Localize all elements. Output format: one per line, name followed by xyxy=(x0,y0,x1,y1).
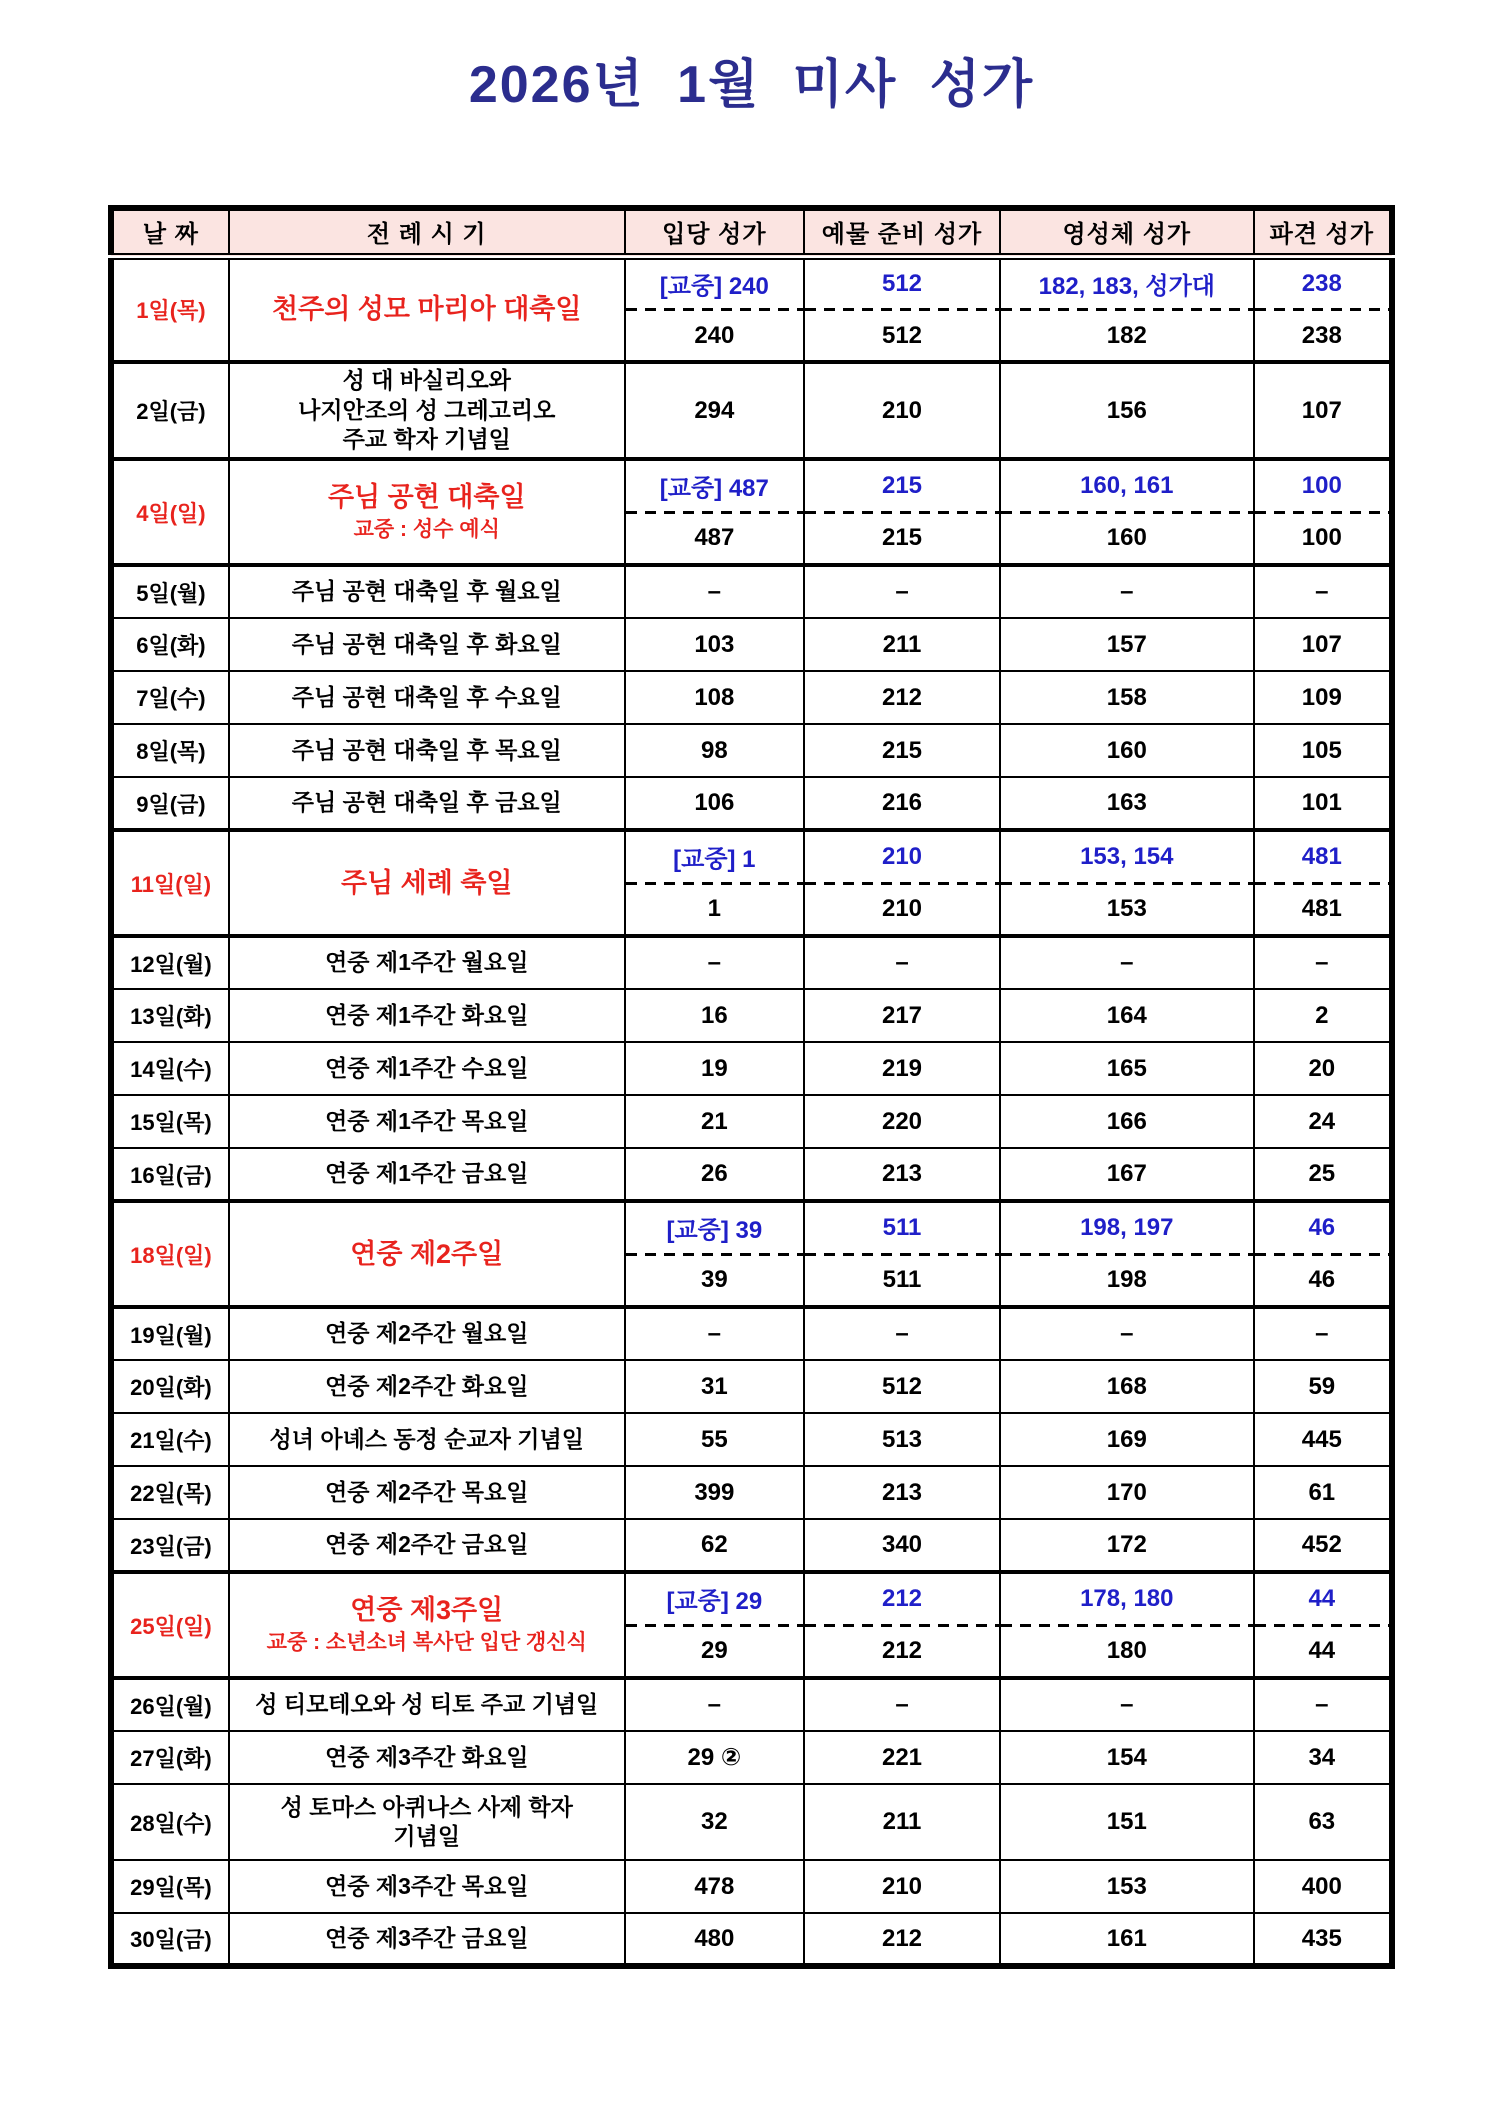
entrance-hymn-cell: – xyxy=(625,1678,804,1731)
liturgy-title: 주님 공현 대축일 후 수요일 xyxy=(291,683,562,710)
communion-hymn-cell: 153 xyxy=(1000,1860,1254,1913)
split-hymn-stack xyxy=(1001,260,1253,361)
hymn-number: 210 xyxy=(881,895,923,923)
table-row xyxy=(111,1148,1392,1201)
congregation-hymn-number: 238 xyxy=(1301,269,1342,297)
offertory-hymn-cell: 221 xyxy=(804,1731,1000,1784)
congregation-hymn-number: 160, 161 xyxy=(1080,471,1174,499)
liturgy-cell xyxy=(229,1148,625,1201)
communion-hymn-cell: 160 xyxy=(1000,724,1254,777)
liturgy-title: 성 티모테오와 성 티토 주교 기념일 xyxy=(255,1691,599,1718)
split-hymn-stack xyxy=(1255,461,1389,563)
offertory-hymn-cell xyxy=(804,256,1000,362)
liturgy-note: 교중 : 소년소녀 복사단 입단 갱신식 xyxy=(266,1630,587,1654)
date-cell: 12일(월) xyxy=(111,936,229,989)
liturgy-cell xyxy=(229,618,625,671)
hymn-number: 212 xyxy=(881,1637,923,1665)
recessional-hymn-cell: 61 xyxy=(1254,1466,1392,1519)
date-cell: 1일(목) xyxy=(111,256,229,362)
congregation-hymn-number: 178, 180 xyxy=(1080,1584,1174,1612)
entrance-hymn-cell: – xyxy=(625,936,804,989)
table-row xyxy=(111,1360,1392,1413)
hymn-number: 198 xyxy=(1106,1266,1147,1294)
liturgy-cell xyxy=(229,1201,625,1307)
date-cell: 19일(월) xyxy=(111,1307,229,1360)
recessional-hymn-cell xyxy=(1254,1572,1392,1678)
date-cell: 16일(금) xyxy=(111,1148,229,1201)
communion-hymn-cell: – xyxy=(1000,1678,1254,1731)
offertory-hymn-cell: – xyxy=(804,565,1000,618)
page-title: 2026년 1월 미사 성가 xyxy=(468,56,1035,114)
table-row xyxy=(111,1678,1392,1731)
table-row xyxy=(111,1860,1392,1913)
col-header-entrance-hymn: 입당 성가 xyxy=(625,208,804,256)
liturgy-cell xyxy=(229,777,625,830)
split-hymn-stack xyxy=(1255,260,1389,361)
liturgy-cell xyxy=(229,565,625,618)
congregation-hymn-number: 481 xyxy=(1301,842,1342,870)
entrance-hymn-cell: 480 xyxy=(625,1913,804,1966)
offertory-hymn-cell: – xyxy=(804,1307,1000,1360)
recessional-hymn-cell: 452 xyxy=(1254,1519,1392,1572)
date-cell: 22일(목) xyxy=(111,1466,229,1519)
date-cell: 5일(월) xyxy=(111,565,229,618)
communion-hymn-cell: 172 xyxy=(1000,1519,1254,1572)
hymn-number: 100 xyxy=(1301,524,1342,552)
table-header xyxy=(111,208,1392,256)
communion-hymn-cell: 151 xyxy=(1000,1784,1254,1860)
communion-hymn-cell xyxy=(1000,256,1254,362)
split-hymn-stack xyxy=(805,1203,999,1305)
recessional-hymn-cell: 20 xyxy=(1254,1042,1392,1095)
hymn-number: 1 xyxy=(707,895,722,923)
entrance-hymn-cell: 399 xyxy=(625,1466,804,1519)
liturgy-cell xyxy=(229,1731,625,1784)
offertory-hymn-cell: 513 xyxy=(804,1413,1000,1466)
hymn-number: 44 xyxy=(1308,1637,1336,1665)
entrance-hymn-cell: 294 xyxy=(625,362,804,459)
hymn-number: 511 xyxy=(882,1266,922,1294)
date-cell: 30일(금) xyxy=(111,1913,229,1966)
table-row xyxy=(111,565,1392,618)
entrance-hymn-cell xyxy=(625,1572,804,1678)
liturgy-cell xyxy=(229,1095,625,1148)
hymn-number: 215 xyxy=(881,524,923,552)
liturgy-title: 주교 학자 기념일 xyxy=(342,426,511,453)
hymn-number: 512 xyxy=(881,321,923,349)
recessional-hymn-cell xyxy=(1254,256,1392,362)
communion-hymn-cell xyxy=(1000,830,1254,936)
congregation-hymn-number: 100 xyxy=(1301,471,1342,499)
split-hymn-stack xyxy=(626,260,803,361)
entrance-hymn-cell: 55 xyxy=(625,1413,804,1466)
liturgy-cell xyxy=(229,1360,625,1413)
congregation-hymn-number: 198, 197 xyxy=(1080,1213,1174,1241)
recessional-hymn-cell: 400 xyxy=(1254,1860,1392,1913)
liturgy-title: 주님 공현 대축일 후 목요일 xyxy=(291,736,562,763)
date-cell: 13일(화) xyxy=(111,989,229,1042)
offertory-hymn-cell: 211 xyxy=(804,1784,1000,1860)
liturgy-title: 연중 제1주간 목요일 xyxy=(325,1107,529,1134)
liturgy-title: 주님 세례 축일 xyxy=(341,867,513,898)
split-hymn-stack xyxy=(1001,1574,1253,1676)
liturgy-title: 나지안조의 성 그레고리오 xyxy=(298,396,556,423)
liturgy-title: 주님 공현 대축일 후 월요일 xyxy=(291,578,562,605)
table-row xyxy=(111,777,1392,830)
liturgy-cell xyxy=(229,1413,625,1466)
congregation-hymn-number: 44 xyxy=(1308,1584,1336,1612)
entrance-hymn-cell: 19 xyxy=(625,1042,804,1095)
liturgy-note: 교중 : 성수 예식 xyxy=(353,517,500,541)
liturgy-cell xyxy=(229,1860,625,1913)
entrance-hymn-cell: 108 xyxy=(625,671,804,724)
offertory-hymn-cell: 217 xyxy=(804,989,1000,1042)
entrance-hymn-cell xyxy=(625,256,804,362)
liturgy-title: 연중 제3주간 금요일 xyxy=(325,1924,529,1951)
recessional-hymn-cell: 435 xyxy=(1254,1913,1392,1966)
split-hymn-stack xyxy=(1001,1203,1253,1305)
table-row xyxy=(111,256,1392,362)
communion-hymn-cell xyxy=(1000,1572,1254,1678)
communion-hymn-cell: 157 xyxy=(1000,618,1254,671)
hymn-table xyxy=(108,205,1395,1969)
liturgy-title: 연중 제2주간 월요일 xyxy=(325,1320,529,1347)
offertory-hymn-cell: 220 xyxy=(804,1095,1000,1148)
hymn-table-body xyxy=(111,256,1392,1966)
congregation-hymn-number: 46 xyxy=(1308,1213,1336,1241)
entrance-hymn-cell: 32 xyxy=(625,1784,804,1860)
entrance-hymn-cell: 62 xyxy=(625,1519,804,1572)
recessional-hymn-cell: – xyxy=(1254,1307,1392,1360)
hymn-number: 180 xyxy=(1106,1637,1147,1665)
entrance-hymn-cell: 106 xyxy=(625,777,804,830)
table-row xyxy=(111,1201,1392,1307)
hymn-number: 46 xyxy=(1308,1266,1336,1294)
congregation-hymn-number: 182, 183, 성가대 xyxy=(1038,273,1215,301)
table-row xyxy=(111,1095,1392,1148)
liturgy-title: 연중 제2주간 화요일 xyxy=(325,1372,529,1399)
liturgy-title: 성 대 바실리오와 xyxy=(342,367,511,394)
date-cell: 29일(목) xyxy=(111,1860,229,1913)
table-row xyxy=(111,1731,1392,1784)
table-row xyxy=(111,1784,1392,1860)
col-header-communion-hymn: 영성체 성가 xyxy=(1000,208,1254,256)
date-cell: 20일(화) xyxy=(111,1360,229,1413)
offertory-hymn-cell xyxy=(804,830,1000,936)
recessional-hymn-cell: 107 xyxy=(1254,618,1392,671)
col-header-offertory-hymn: 예물 준비 성가 xyxy=(804,208,1000,256)
split-hymn-stack xyxy=(626,832,803,934)
date-cell: 14일(수) xyxy=(111,1042,229,1095)
entrance-hymn-cell xyxy=(625,830,804,936)
liturgy-cell xyxy=(229,1307,625,1360)
communion-hymn-cell: 163 xyxy=(1000,777,1254,830)
entrance-hymn-cell: 21 xyxy=(625,1095,804,1148)
liturgy-title: 연중 제3주간 화요일 xyxy=(325,1743,529,1770)
split-hymn-stack xyxy=(805,260,999,361)
entrance-hymn-cell: 478 xyxy=(625,1860,804,1913)
communion-hymn-cell: 156 xyxy=(1000,362,1254,459)
communion-hymn-cell: 166 xyxy=(1000,1095,1254,1148)
recessional-hymn-cell: – xyxy=(1254,1678,1392,1731)
liturgy-cell xyxy=(229,1466,625,1519)
communion-hymn-cell: 169 xyxy=(1000,1413,1254,1466)
recessional-hymn-cell: 34 xyxy=(1254,1731,1392,1784)
hymn-number: 29 xyxy=(700,1637,728,1665)
table-row xyxy=(111,1913,1392,1966)
table-row xyxy=(111,724,1392,777)
liturgy-title: 주님 공현 대축일 후 화요일 xyxy=(291,630,562,657)
liturgy-cell xyxy=(229,1784,625,1860)
recessional-hymn-cell: 2 xyxy=(1254,989,1392,1042)
communion-hymn-cell: 154 xyxy=(1000,1731,1254,1784)
communion-hymn-cell: – xyxy=(1000,1307,1254,1360)
entrance-hymn-cell: – xyxy=(625,1307,804,1360)
split-hymn-stack xyxy=(1001,832,1253,934)
date-cell: 21일(수) xyxy=(111,1413,229,1466)
date-cell: 18일(일) xyxy=(111,1201,229,1307)
table-row xyxy=(111,830,1392,936)
date-cell: 9일(금) xyxy=(111,777,229,830)
hymn-number: 153 xyxy=(1106,895,1147,923)
offertory-hymn-cell: 212 xyxy=(804,671,1000,724)
recessional-hymn-cell: 105 xyxy=(1254,724,1392,777)
entrance-hymn-cell: 98 xyxy=(625,724,804,777)
communion-hymn-cell: 158 xyxy=(1000,671,1254,724)
split-hymn-stack xyxy=(805,832,999,934)
communion-hymn-cell: 164 xyxy=(1000,989,1254,1042)
table-row xyxy=(111,671,1392,724)
split-hymn-stack xyxy=(626,1574,803,1676)
hymn-number: 238 xyxy=(1301,321,1342,349)
congregation-hymn-number: 511 xyxy=(882,1213,922,1241)
congregation-hymn-number: [교중] 1 xyxy=(673,846,756,874)
recessional-hymn-cell xyxy=(1254,830,1392,936)
table-row xyxy=(111,989,1392,1042)
liturgy-cell xyxy=(229,671,625,724)
liturgy-cell xyxy=(229,936,625,989)
communion-hymn-cell: – xyxy=(1000,565,1254,618)
hymn-number: 160 xyxy=(1106,524,1147,552)
date-cell: 28일(수) xyxy=(111,1784,229,1860)
hymn-number: 481 xyxy=(1301,895,1342,923)
hymn-number: 39 xyxy=(700,1266,728,1294)
communion-hymn-cell: 161 xyxy=(1000,1913,1254,1966)
offertory-hymn-cell: – xyxy=(804,1678,1000,1731)
table-row xyxy=(111,1572,1392,1678)
table-row xyxy=(111,1042,1392,1095)
offertory-hymn-cell: 213 xyxy=(804,1466,1000,1519)
offertory-hymn-cell: 213 xyxy=(804,1148,1000,1201)
offertory-hymn-cell: 210 xyxy=(804,1860,1000,1913)
liturgy-cell xyxy=(229,256,625,362)
liturgy-title: 성녀 아녜스 동정 순교자 기념일 xyxy=(269,1425,584,1452)
liturgy-cell xyxy=(229,362,625,459)
table-row xyxy=(111,1519,1392,1572)
recessional-hymn-cell: 25 xyxy=(1254,1148,1392,1201)
date-cell: 23일(금) xyxy=(111,1519,229,1572)
split-hymn-stack xyxy=(1001,461,1253,563)
date-cell: 15일(목) xyxy=(111,1095,229,1148)
liturgy-cell xyxy=(229,1678,625,1731)
recessional-hymn-cell: 63 xyxy=(1254,1784,1392,1860)
recessional-hymn-cell: 24 xyxy=(1254,1095,1392,1148)
recessional-hymn-cell: 107 xyxy=(1254,362,1392,459)
liturgy-title: 연중 제3주일 xyxy=(350,1595,504,1626)
liturgy-title: 연중 제2주일 xyxy=(350,1238,504,1269)
congregation-hymn-number: [교중] 39 xyxy=(666,1217,763,1245)
communion-hymn-cell xyxy=(1000,459,1254,565)
date-cell: 8일(목) xyxy=(111,724,229,777)
entrance-hymn-cell: 26 xyxy=(625,1148,804,1201)
liturgy-cell xyxy=(229,1042,625,1095)
entrance-hymn-cell xyxy=(625,1201,804,1307)
communion-hymn-cell: 170 xyxy=(1000,1466,1254,1519)
split-hymn-stack xyxy=(805,461,999,563)
communion-hymn-cell: 167 xyxy=(1000,1148,1254,1201)
liturgy-title: 성 토마스 아퀴나스 사제 학자 xyxy=(280,1793,573,1820)
date-cell: 2일(금) xyxy=(111,362,229,459)
liturgy-title: 주님 공현 대축일 xyxy=(327,482,526,513)
date-cell: 25일(일) xyxy=(111,1572,229,1678)
liturgy-title: 연중 제3주간 목요일 xyxy=(325,1872,529,1899)
liturgy-title: 연중 제2주간 금요일 xyxy=(325,1531,529,1558)
hymn-number: 182 xyxy=(1106,321,1147,349)
table-row xyxy=(111,459,1392,565)
recessional-hymn-cell: – xyxy=(1254,936,1392,989)
split-hymn-stack xyxy=(1255,1574,1389,1676)
recessional-hymn-cell: 59 xyxy=(1254,1360,1392,1413)
recessional-hymn-cell xyxy=(1254,1201,1392,1307)
split-hymn-stack xyxy=(805,1574,999,1676)
date-cell: 11일(일) xyxy=(111,830,229,936)
liturgy-title: 연중 제1주간 월요일 xyxy=(325,949,529,976)
table-row xyxy=(111,362,1392,459)
entrance-hymn-cell: – xyxy=(625,565,804,618)
entrance-hymn-cell xyxy=(625,459,804,565)
split-hymn-stack xyxy=(1255,832,1389,934)
communion-hymn-cell: 165 xyxy=(1000,1042,1254,1095)
liturgy-cell xyxy=(229,724,625,777)
offertory-hymn-cell: 211 xyxy=(804,618,1000,671)
offertory-hymn-cell xyxy=(804,1572,1000,1678)
entrance-hymn-cell: 103 xyxy=(625,618,804,671)
table-row xyxy=(111,936,1392,989)
liturgy-title: 연중 제1주간 수요일 xyxy=(325,1054,529,1081)
congregation-hymn-number: 210 xyxy=(881,842,923,870)
offertory-hymn-cell: 219 xyxy=(804,1042,1000,1095)
table-row xyxy=(111,1307,1392,1360)
offertory-hymn-cell xyxy=(804,459,1000,565)
col-header-date: 날 짜 xyxy=(111,208,229,256)
liturgy-cell xyxy=(229,989,625,1042)
date-cell: 26일(월) xyxy=(111,1678,229,1731)
communion-hymn-cell: 168 xyxy=(1000,1360,1254,1413)
congregation-hymn-number: [교중] 29 xyxy=(666,1588,763,1616)
recessional-hymn-cell: 101 xyxy=(1254,777,1392,830)
table-row xyxy=(111,618,1392,671)
col-header-liturgy: 전 례 시 기 xyxy=(229,208,625,256)
offertory-hymn-cell: 216 xyxy=(804,777,1000,830)
recessional-hymn-cell: 109 xyxy=(1254,671,1392,724)
date-cell: 4일(일) xyxy=(111,459,229,565)
communion-hymn-cell xyxy=(1000,1201,1254,1307)
col-header-recessional-hymn: 파견 성가 xyxy=(1254,208,1392,256)
hymn-number: 240 xyxy=(694,321,735,349)
liturgy-title: 연중 제2주간 목요일 xyxy=(325,1478,529,1505)
liturgy-title: 주님 공현 대축일 후 금요일 xyxy=(291,789,562,816)
date-cell: 6일(화) xyxy=(111,618,229,671)
entrance-hymn-cell: 31 xyxy=(625,1360,804,1413)
offertory-hymn-cell: – xyxy=(804,936,1000,989)
offertory-hymn-cell: 210 xyxy=(804,362,1000,459)
liturgy-cell xyxy=(229,459,625,565)
liturgy-title: 연중 제1주간 금요일 xyxy=(325,1160,529,1187)
recessional-hymn-cell: 445 xyxy=(1254,1413,1392,1466)
entrance-hymn-cell: 29 ② xyxy=(625,1731,804,1784)
table-header-row xyxy=(111,208,1392,256)
split-hymn-stack xyxy=(626,1203,803,1305)
offertory-hymn-cell: 215 xyxy=(804,724,1000,777)
entrance-hymn-cell: 16 xyxy=(625,989,804,1042)
liturgy-title: 기념일 xyxy=(393,1823,461,1849)
communion-hymn-cell: – xyxy=(1000,936,1254,989)
congregation-hymn-number: 212 xyxy=(881,1584,923,1612)
liturgy-cell xyxy=(229,830,625,936)
split-hymn-stack xyxy=(626,461,803,563)
offertory-hymn-cell: 512 xyxy=(804,1360,1000,1413)
liturgy-title: 연중 제1주간 화요일 xyxy=(325,1001,529,1028)
recessional-hymn-cell xyxy=(1254,459,1392,565)
table-row xyxy=(111,1466,1392,1519)
liturgy-cell xyxy=(229,1519,625,1572)
congregation-hymn-number: [교중] 240 xyxy=(659,273,769,301)
liturgy-cell xyxy=(229,1572,625,1678)
liturgy-title: 천주의 성모 마리아 대축일 xyxy=(272,294,582,325)
date-cell: 7일(수) xyxy=(111,671,229,724)
offertory-hymn-cell: 212 xyxy=(804,1913,1000,1966)
date-cell: 27일(화) xyxy=(111,1731,229,1784)
congregation-hymn-number: 215 xyxy=(881,471,923,499)
congregation-hymn-number: 512 xyxy=(881,269,923,297)
offertory-hymn-cell: 340 xyxy=(804,1519,1000,1572)
hymn-number: 487 xyxy=(694,524,735,552)
recessional-hymn-cell: – xyxy=(1254,565,1392,618)
split-hymn-stack xyxy=(1255,1203,1389,1305)
congregation-hymn-number: 153, 154 xyxy=(1080,842,1174,870)
offertory-hymn-cell xyxy=(804,1201,1000,1307)
table-row xyxy=(111,1413,1392,1466)
congregation-hymn-number: [교중] 487 xyxy=(659,475,769,503)
liturgy-cell xyxy=(229,1913,625,1966)
